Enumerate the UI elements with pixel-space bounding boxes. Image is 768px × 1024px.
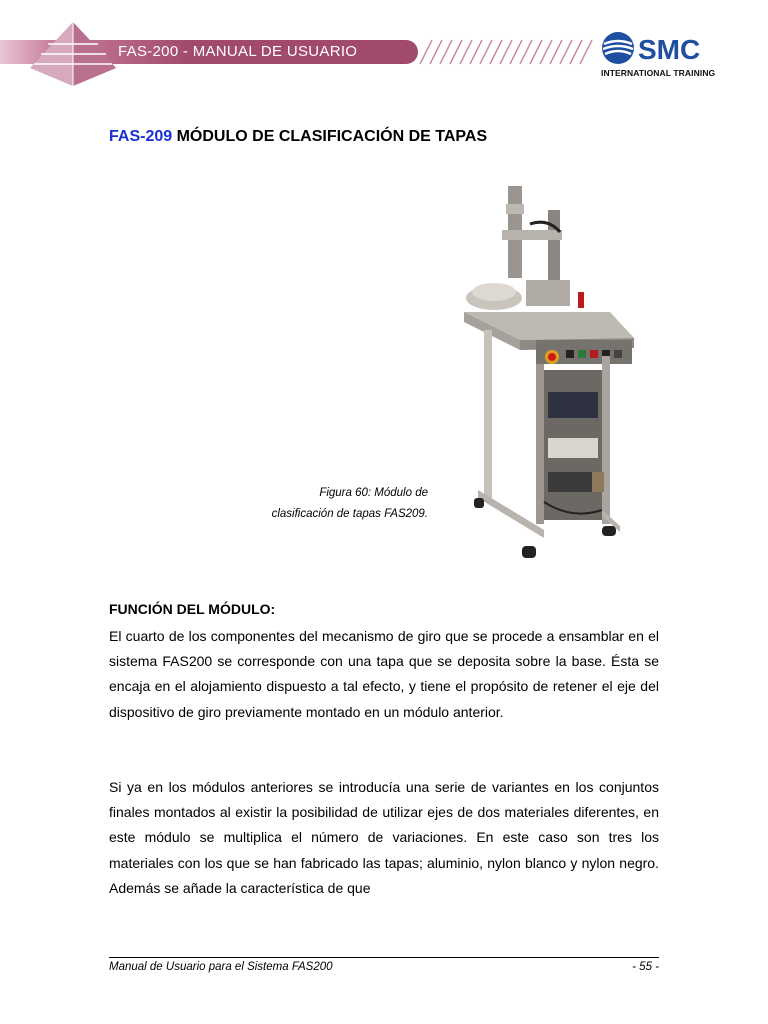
module-code: FAS-209 [109,128,173,145]
footer-divider [109,957,659,958]
page-header [0,0,768,100]
header-banner-text: FAS-200 - MANUAL DE USUARIO [118,43,358,60]
smc-logo-icon [600,30,715,66]
paragraph-1: El cuarto de los componentes del mecanismo de giro que se procede a ensamblar en el sistema FAS200 se corresponde con una tapa que se deposita sobre la base. Ésta se encaja en el alojamiento dispuesto a tal efecto, y tiene el propósito de retener el eje del dispositivo de giro previamente montado en un módulo anterior. [109,628,659,720]
figure-caption-line1: Figura 60: Módulo de [319,487,428,499]
module-title: MÓDULO DE CLASIFICACIÓN DE TAPAS [176,128,488,145]
footer-page-number: - 55 - [632,961,659,973]
pyramid-logo-icon [28,20,118,88]
smc-logo-subtitle: INTERNATIONAL TRAINING [601,68,716,78]
module-photo [452,180,652,572]
figure-caption-line2: clasificación de tapas FAS209. [271,508,428,520]
footer-manual-title: Manual de Usuario para el Sistema FAS200 [109,961,333,973]
page-title [109,128,487,146]
header-hatch-decoration [418,38,593,66]
paragraph-2: Si ya en los módulos anteriores se introducía una serie de variantes en los conjuntos finales montados al existir la posibilidad de utilizar ejes de dos materiales diferentes, en este módulo se multiplica el número de variaciones. En este caso son tres los materiales con los que se han fabricado las tapas; aluminio, nylon blanco y nylon negro. Además se añade la característica de que [109,779,659,896]
svg-text:SMC: SMC [638,34,701,65]
section-heading: FUNCIÓN DEL MÓDULO: [109,601,276,617]
figure-caption [230,483,428,525]
